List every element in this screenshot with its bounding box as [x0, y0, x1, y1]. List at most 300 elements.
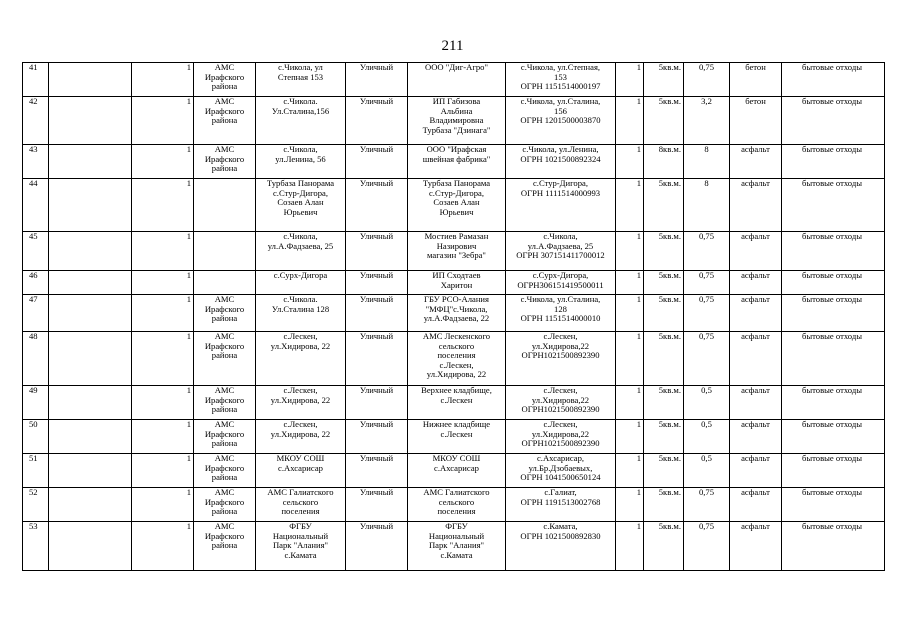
site-type-cell: Уличный	[346, 145, 408, 179]
site-address-cell	[256, 454, 346, 488]
waste-type-cell: бытовые отходы	[782, 454, 885, 488]
owner-line: Созаев Алан	[433, 197, 480, 208]
site-address-line: с.Сурх-Дигора	[273, 270, 328, 280]
container-count-cell: 1	[616, 295, 644, 332]
empty-cell	[49, 63, 132, 97]
administration-line: района	[211, 313, 238, 324]
owner-line: Парк "Алания"	[428, 540, 485, 551]
owner-line: Юрьевич	[439, 206, 474, 217]
container-quantity-cell: 1	[132, 271, 194, 295]
site-type-cell: Уличный	[346, 386, 408, 420]
row-number-cell: 42	[23, 97, 49, 145]
container-quantity-cell: 1	[132, 420, 194, 454]
owner-line: Назирович	[436, 240, 477, 251]
container-count-cell: 1	[616, 232, 644, 271]
waste-type-cell: бытовые отходы	[782, 145, 885, 179]
area-cell: 5кв.м.	[644, 63, 684, 97]
administration-line: Ирафского	[204, 496, 245, 507]
owner-address-line: с.Галиат,	[544, 487, 577, 497]
area-cell: 5кв.м.	[644, 271, 684, 295]
administration-line: Ирафского	[204, 394, 245, 405]
owner-cell	[408, 271, 506, 295]
owner-line: Владимировна	[429, 115, 484, 126]
owner-address-cell	[506, 97, 616, 145]
site-type-cell: Уличный	[346, 232, 408, 271]
surface-cell: бетон	[730, 97, 782, 145]
site-address-line: поселения	[281, 506, 320, 517]
container-count-cell: 1	[616, 271, 644, 295]
owner-address-cell	[506, 271, 616, 295]
administration-line: АМС	[214, 331, 235, 341]
table-row	[23, 332, 885, 386]
administration-line: района	[211, 472, 238, 483]
owner-cell	[408, 386, 506, 420]
site-type-cell: Уличный	[346, 332, 408, 386]
owner-address-line: ОГРН 1021500892830	[520, 530, 601, 541]
owner-address-cell	[506, 522, 616, 571]
row-number-cell: 48	[23, 332, 49, 386]
owner-address-cell	[506, 332, 616, 386]
site-address-line: с.Лескен,	[283, 331, 318, 341]
site-address-line: Юрьевич	[283, 206, 318, 217]
empty-cell	[49, 332, 132, 386]
waste-type-cell: бытовые отходы	[782, 522, 885, 571]
owner-line: с.Камата	[440, 549, 473, 560]
empty-cell	[49, 295, 132, 332]
row-number-cell: 43	[23, 145, 49, 179]
row-number-cell: 45	[23, 232, 49, 271]
site-type-cell: Уличный	[346, 179, 408, 232]
owner-line: с.Ахсарисар	[434, 462, 479, 473]
waste-type-cell: бытовые отходы	[782, 332, 885, 386]
owner-line: ГБУ РСО-Алания	[424, 294, 489, 304]
owner-line: МКОУ СОШ	[432, 453, 481, 463]
administration-cell	[194, 232, 256, 271]
owner-address-line: с.Чикола, ул.Ленина,	[522, 144, 599, 154]
site-address-line: с.Стур-Дигора,	[272, 187, 328, 198]
owner-cell	[408, 232, 506, 271]
empty-cell	[49, 522, 132, 571]
owner-address-line: ОГРН1021500892390	[521, 438, 600, 449]
volume-cell: 8	[684, 145, 730, 179]
owner-line: с.Лескен,	[439, 359, 474, 370]
owner-address-line: ОГРН 1021500892324	[520, 153, 601, 164]
row-number-cell: 50	[23, 420, 49, 454]
container-quantity-cell: 1	[132, 232, 194, 271]
owner-cell	[408, 145, 506, 179]
container-count-cell: 1	[616, 97, 644, 145]
table-row	[23, 420, 885, 454]
administration-cell	[194, 488, 256, 522]
owner-address-line: ОГРН 1041500650124	[520, 472, 601, 483]
empty-cell	[49, 271, 132, 295]
row-number-cell: 53	[23, 522, 49, 571]
administration-line: Ирафского	[204, 153, 245, 164]
container-quantity-cell: 1	[132, 454, 194, 488]
administration-cell	[194, 386, 256, 420]
owner-address-line: с.Стур-Дигора,	[532, 178, 588, 188]
site-address-cell	[256, 179, 346, 232]
volume-cell: 0,75	[684, 63, 730, 97]
waste-type-cell: бытовые отходы	[782, 488, 885, 522]
administration-line: Ирафского	[204, 428, 245, 439]
volume-cell: 0,5	[684, 454, 730, 488]
owner-address-cell	[506, 179, 616, 232]
site-address-line: ФГБУ	[289, 521, 312, 531]
owner-address-line: ул.Хидирова,22	[531, 428, 590, 439]
owner-line: ул.А.Фадзаева, 22	[423, 313, 490, 324]
owner-line: сельского	[438, 340, 475, 351]
administration-line: АМС	[214, 62, 235, 72]
area-cell: 8кв.м.	[644, 145, 684, 179]
owner-line: швейная фабрика"	[422, 153, 491, 164]
container-quantity-cell: 1	[132, 63, 194, 97]
owner-address-line: 128	[554, 303, 567, 314]
administration-cell	[194, 332, 256, 386]
surface-cell: асфальт	[730, 232, 782, 271]
owner-line: магазин "Зебра"	[427, 250, 486, 261]
owner-line: Нижнее кладбище	[422, 419, 491, 429]
table-row	[23, 145, 885, 179]
owner-address-line: ОГРН 1151514000197	[520, 81, 601, 92]
site-address-line: с.Чикола.	[283, 294, 318, 304]
waste-type-cell: бытовые отходы	[782, 97, 885, 145]
volume-cell: 8	[684, 179, 730, 232]
administration-line: Ирафского	[204, 530, 245, 541]
administration-line: района	[211, 404, 238, 415]
surface-cell: асфальт	[730, 332, 782, 386]
owner-address-line: с.Ахсарисар,	[536, 453, 585, 463]
owner-address-line: с.Сурх-Дигора,	[532, 270, 589, 280]
site-address-line: с.Камата	[284, 549, 317, 560]
owner-line: с.Лескен	[440, 394, 473, 405]
volume-cell: 0,5	[684, 420, 730, 454]
administration-line: Ирафского	[204, 71, 245, 82]
administration-line: Ирафского	[204, 340, 245, 351]
owner-line: сельского	[438, 496, 475, 507]
site-type-cell: Уличный	[346, 271, 408, 295]
site-address-cell	[256, 420, 346, 454]
site-address-line: Турбаза Панорама	[266, 178, 335, 188]
site-address-line: ул.Ленина, 56	[275, 153, 326, 164]
administration-line: АМС	[214, 521, 235, 531]
owner-address-line: с.Лескен,	[543, 419, 578, 429]
area-cell: 5кв.м.	[644, 454, 684, 488]
area-cell: 5кв.м.	[644, 295, 684, 332]
volume-cell: 0,75	[684, 232, 730, 271]
site-address-line: с.Чикола, ул	[278, 62, 323, 72]
site-address-cell	[256, 232, 346, 271]
owner-address-line: ОГРН 1111514000993	[520, 187, 601, 198]
container-count-cell: 1	[616, 454, 644, 488]
empty-cell	[49, 454, 132, 488]
row-number-cell: 47	[23, 295, 49, 332]
owner-cell	[408, 454, 506, 488]
owner-address-line: с.Чикола, ул.Сталина,	[520, 96, 601, 106]
surface-cell: бетон	[730, 63, 782, 97]
empty-cell	[49, 232, 132, 271]
site-type-cell: Уличный	[346, 63, 408, 97]
site-type-cell: Уличный	[346, 97, 408, 145]
owner-address-cell	[506, 454, 616, 488]
owner-line: "МФЦ"с.Чикола,	[425, 303, 488, 314]
table-row	[23, 295, 885, 332]
site-address-line: Ул.Сталина,156	[271, 105, 330, 116]
site-address-line: с.Ахсарисар	[278, 462, 323, 473]
container-count-cell: 1	[616, 522, 644, 571]
waste-type-cell: бытовые отходы	[782, 179, 885, 232]
volume-cell: 0,75	[684, 271, 730, 295]
owner-cell	[408, 63, 506, 97]
administration-line: АМС	[214, 453, 235, 463]
owner-line: ФГБУ	[445, 521, 468, 531]
administration-line: района	[211, 540, 238, 551]
table-row	[23, 522, 885, 571]
empty-cell	[49, 145, 132, 179]
container-quantity-cell: 1	[132, 488, 194, 522]
row-number-cell: 49	[23, 386, 49, 420]
row-number-cell: 46	[23, 271, 49, 295]
site-address-cell	[256, 271, 346, 295]
table-row	[23, 271, 885, 295]
site-address-line: МКОУ СОШ	[276, 453, 325, 463]
volume-cell: 3,2	[684, 97, 730, 145]
surface-cell: асфальт	[730, 295, 782, 332]
site-type-cell: Уличный	[346, 488, 408, 522]
owner-address-line: ОГРН1021500892390	[521, 404, 600, 415]
row-number-cell: 51	[23, 454, 49, 488]
owner-line: Верхнее кладбище,	[421, 385, 492, 395]
waste-type-cell: бытовые отходы	[782, 271, 885, 295]
administration-line: АМС	[214, 385, 235, 395]
volume-cell: 0,75	[684, 295, 730, 332]
container-count-cell: 1	[616, 488, 644, 522]
administration-cell	[194, 145, 256, 179]
owner-address-cell	[506, 420, 616, 454]
waste-type-cell: бытовые отходы	[782, 232, 885, 271]
owner-address-line: с.Лескен,	[543, 385, 578, 395]
owner-line: АМС Лескенского	[422, 331, 491, 341]
administration-line: района	[211, 163, 238, 174]
owner-address-line: с.Чикола, ул.Степная,	[520, 62, 601, 72]
table-row	[23, 232, 885, 271]
owner-line: ООО "Диг-Агро"	[425, 62, 488, 72]
empty-cell	[49, 488, 132, 522]
volume-cell: 0,75	[684, 522, 730, 571]
administration-line: Ирафского	[204, 303, 245, 314]
owner-address-cell	[506, 386, 616, 420]
site-address-line: Ул.Сталина 128	[271, 303, 330, 314]
owner-line: поселения	[437, 350, 476, 361]
site-address-cell	[256, 488, 346, 522]
administration-cell	[194, 454, 256, 488]
owner-address-line: 153	[554, 71, 567, 82]
owner-line: с.Лескен	[440, 428, 473, 439]
container-count-cell: 1	[616, 386, 644, 420]
area-cell: 5кв.м.	[644, 522, 684, 571]
owner-address-line: ОГРН306151419500011	[517, 279, 604, 290]
owner-line: Харитон	[440, 279, 473, 290]
surface-cell: асфальт	[730, 488, 782, 522]
table-row	[23, 97, 885, 145]
container-quantity-cell: 1	[132, 145, 194, 179]
surface-cell: асфальт	[730, 522, 782, 571]
owner-address-cell	[506, 145, 616, 179]
empty-cell	[49, 97, 132, 145]
table-row	[23, 386, 885, 420]
administration-line: Ирафского	[204, 462, 245, 473]
site-type-cell: Уличный	[346, 420, 408, 454]
owner-address-cell	[506, 488, 616, 522]
volume-cell: 0,75	[684, 488, 730, 522]
waste-type-cell: бытовые отходы	[782, 386, 885, 420]
page-number: 211	[441, 38, 464, 54]
table-row	[23, 63, 885, 97]
area-cell: 5кв.м.	[644, 179, 684, 232]
waste-sites-table	[22, 62, 885, 571]
container-quantity-cell: 1	[132, 179, 194, 232]
site-address-line: ул.Хидирова, 22	[270, 340, 331, 351]
site-address-line: с.Чикола.	[283, 96, 318, 106]
administration-line: района	[211, 81, 238, 92]
table-body	[23, 63, 885, 571]
container-quantity-cell: 1	[132, 97, 194, 145]
container-quantity-cell: 1	[132, 332, 194, 386]
row-number-cell: 44	[23, 179, 49, 232]
site-type-cell: Уличный	[346, 454, 408, 488]
site-address-cell	[256, 97, 346, 145]
empty-cell	[49, 179, 132, 232]
waste-type-cell: бытовые отходы	[782, 63, 885, 97]
surface-cell: асфальт	[730, 145, 782, 179]
site-address-line: Созаев Алан	[277, 197, 324, 208]
table-row	[23, 179, 885, 232]
container-quantity-cell: 1	[132, 386, 194, 420]
surface-cell: асфальт	[730, 271, 782, 295]
site-address-line: сельского	[282, 496, 319, 507]
administration-cell	[194, 179, 256, 232]
administration-line: АМС	[214, 294, 235, 304]
waste-type-cell: бытовые отходы	[782, 295, 885, 332]
table-row	[23, 488, 885, 522]
owner-address-line: ОГРН 1151514000010	[520, 313, 601, 324]
administration-line: района	[211, 115, 238, 126]
administration-line: АМС	[214, 96, 235, 106]
surface-cell: асфальт	[730, 454, 782, 488]
administration-line: Ирафского	[204, 105, 245, 116]
owner-line: ООО "Ирафская	[426, 144, 487, 154]
site-address-cell	[256, 63, 346, 97]
owner-cell	[408, 97, 506, 145]
administration-cell	[194, 420, 256, 454]
row-number-cell: 41	[23, 63, 49, 97]
container-quantity-cell: 1	[132, 522, 194, 571]
empty-cell	[49, 420, 132, 454]
owner-line: ИП Габизова	[432, 96, 481, 106]
row-number-cell: 52	[23, 488, 49, 522]
site-address-line: АМС Галиатского	[267, 487, 334, 497]
owner-line: АМС Галиатского	[423, 487, 490, 497]
site-type-cell: Уличный	[346, 295, 408, 332]
administration-line: района	[211, 506, 238, 517]
area-cell: 5кв.м.	[644, 488, 684, 522]
owner-address-line: ул.Хидирова,22	[531, 340, 590, 351]
owner-cell	[408, 522, 506, 571]
owner-address-line: с.Чикола, ул.Сталина,	[520, 294, 601, 304]
site-address-line: ул.Хидирова, 22	[270, 428, 331, 439]
administration-cell	[194, 522, 256, 571]
owner-address-line: ОГРН 1191513002768	[520, 496, 601, 507]
owner-line: Мостиев Рамазан	[424, 231, 489, 241]
site-address-line: с.Чикола,	[283, 231, 318, 241]
container-quantity-cell: 1	[132, 295, 194, 332]
owner-address-cell	[506, 295, 616, 332]
owner-cell	[408, 420, 506, 454]
area-cell: 5кв.м.	[644, 97, 684, 145]
owner-address-cell	[506, 232, 616, 271]
site-address-line: с.Лескен,	[283, 385, 318, 395]
owner-cell	[408, 488, 506, 522]
site-address-cell	[256, 332, 346, 386]
empty-cell	[49, 386, 132, 420]
area-cell: 5кв.м.	[644, 386, 684, 420]
owner-line: Национальный	[428, 530, 485, 541]
owner-line: поселения	[437, 506, 476, 517]
site-address-cell	[256, 145, 346, 179]
site-address-line: Парк "Алания"	[272, 540, 329, 551]
owner-address-line: ул.А.Фадзаева, 25	[527, 240, 594, 251]
owner-line: ул.Хидирова, 22	[426, 369, 487, 380]
area-cell: 5кв.м.	[644, 332, 684, 386]
administration-cell	[194, 63, 256, 97]
owner-line: Турбаза "Дзинага"	[422, 124, 491, 135]
volume-cell: 0,75	[684, 332, 730, 386]
owner-address-line: ул.Хидирова,22	[531, 394, 590, 405]
container-count-cell: 1	[616, 332, 644, 386]
site-address-line: с.Лескен,	[283, 419, 318, 429]
administration-line: района	[211, 350, 238, 361]
container-count-cell: 1	[616, 145, 644, 179]
owner-cell	[408, 332, 506, 386]
site-address-cell	[256, 386, 346, 420]
administration-cell	[194, 97, 256, 145]
site-address-line: с.Чикола,	[283, 144, 318, 154]
owner-cell	[408, 179, 506, 232]
administration-line: АМС	[214, 144, 235, 154]
volume-cell: 0,5	[684, 386, 730, 420]
site-address-line: Степная 153	[277, 71, 324, 82]
owner-line: ИП Сходтаев	[432, 270, 481, 280]
owner-address-line: ОГРН 1201500003870	[520, 115, 601, 126]
owner-address-line: с.Чикола,	[543, 231, 578, 241]
surface-cell: асфальт	[730, 420, 782, 454]
administration-cell	[194, 295, 256, 332]
site-type-cell: Уличный	[346, 522, 408, 571]
surface-cell: асфальт	[730, 179, 782, 232]
administration-line: АМС	[214, 487, 235, 497]
surface-cell: асфальт	[730, 386, 782, 420]
area-cell: 5кв.м.	[644, 420, 684, 454]
owner-address-line: 156	[554, 105, 567, 116]
container-count-cell: 1	[616, 179, 644, 232]
owner-address-line: ОГРН1021500892390	[521, 350, 600, 361]
owner-address-line: с.Лескен,	[543, 331, 578, 341]
administration-cell	[194, 271, 256, 295]
site-address-line: ул.А.Фадзаева, 25	[267, 240, 334, 251]
site-address-line: ул.Хидирова, 22	[270, 394, 331, 405]
administration-line: АМС	[214, 419, 235, 429]
owner-address-line: ОГРН 307151411700012	[516, 250, 605, 261]
